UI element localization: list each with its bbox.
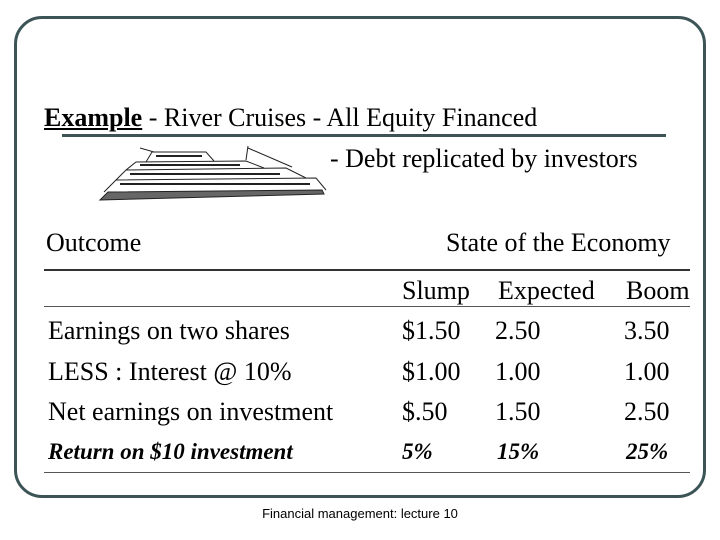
title-rest: - River Cruises - All Equity Financed	[142, 103, 538, 132]
state-of-economy-header: State of the Economy	[446, 228, 671, 257]
slide-footer: Financial management: lecture 10	[262, 506, 458, 521]
row-value-boom: 25%	[626, 439, 669, 464]
col-header-boom: Boom	[626, 276, 690, 305]
row-value-expected: 1.00	[495, 357, 541, 386]
cruise-ship-illustration	[96, 140, 332, 210]
col-header-expected: Expected	[498, 276, 595, 305]
title-emphasis: Example	[44, 103, 143, 132]
slide-title	[44, 103, 537, 133]
row-label: Net earnings on investment	[48, 397, 334, 426]
row-label: Earnings on two shares	[48, 316, 290, 345]
table-rule-top	[44, 269, 690, 271]
title-underline-rule	[62, 134, 666, 137]
row-value-boom: 3.50	[624, 316, 670, 345]
row-value-expected: 2.50	[495, 316, 541, 345]
row-value-expected: 1.50	[495, 397, 541, 426]
slide-subtitle: - Debt replicated by investors	[330, 144, 638, 173]
row-value-slump: $.50	[402, 397, 448, 426]
table-rule-header	[44, 306, 690, 307]
row-label: Return on $10 investment	[48, 439, 293, 464]
row-value-boom: 2.50	[624, 397, 670, 426]
row-label: LESS : Interest @ 10%	[48, 357, 292, 386]
row-value-expected: 15%	[497, 439, 540, 464]
row-value-boom: 1.00	[624, 357, 670, 386]
row-value-slump: 5%	[402, 439, 433, 464]
outcome-header: Outcome	[46, 228, 142, 257]
row-value-slump: $1.00	[402, 357, 461, 386]
table-rule-bottom	[44, 472, 690, 473]
row-value-slump: $1.50	[402, 316, 461, 345]
col-header-slump: Slump	[402, 276, 470, 305]
